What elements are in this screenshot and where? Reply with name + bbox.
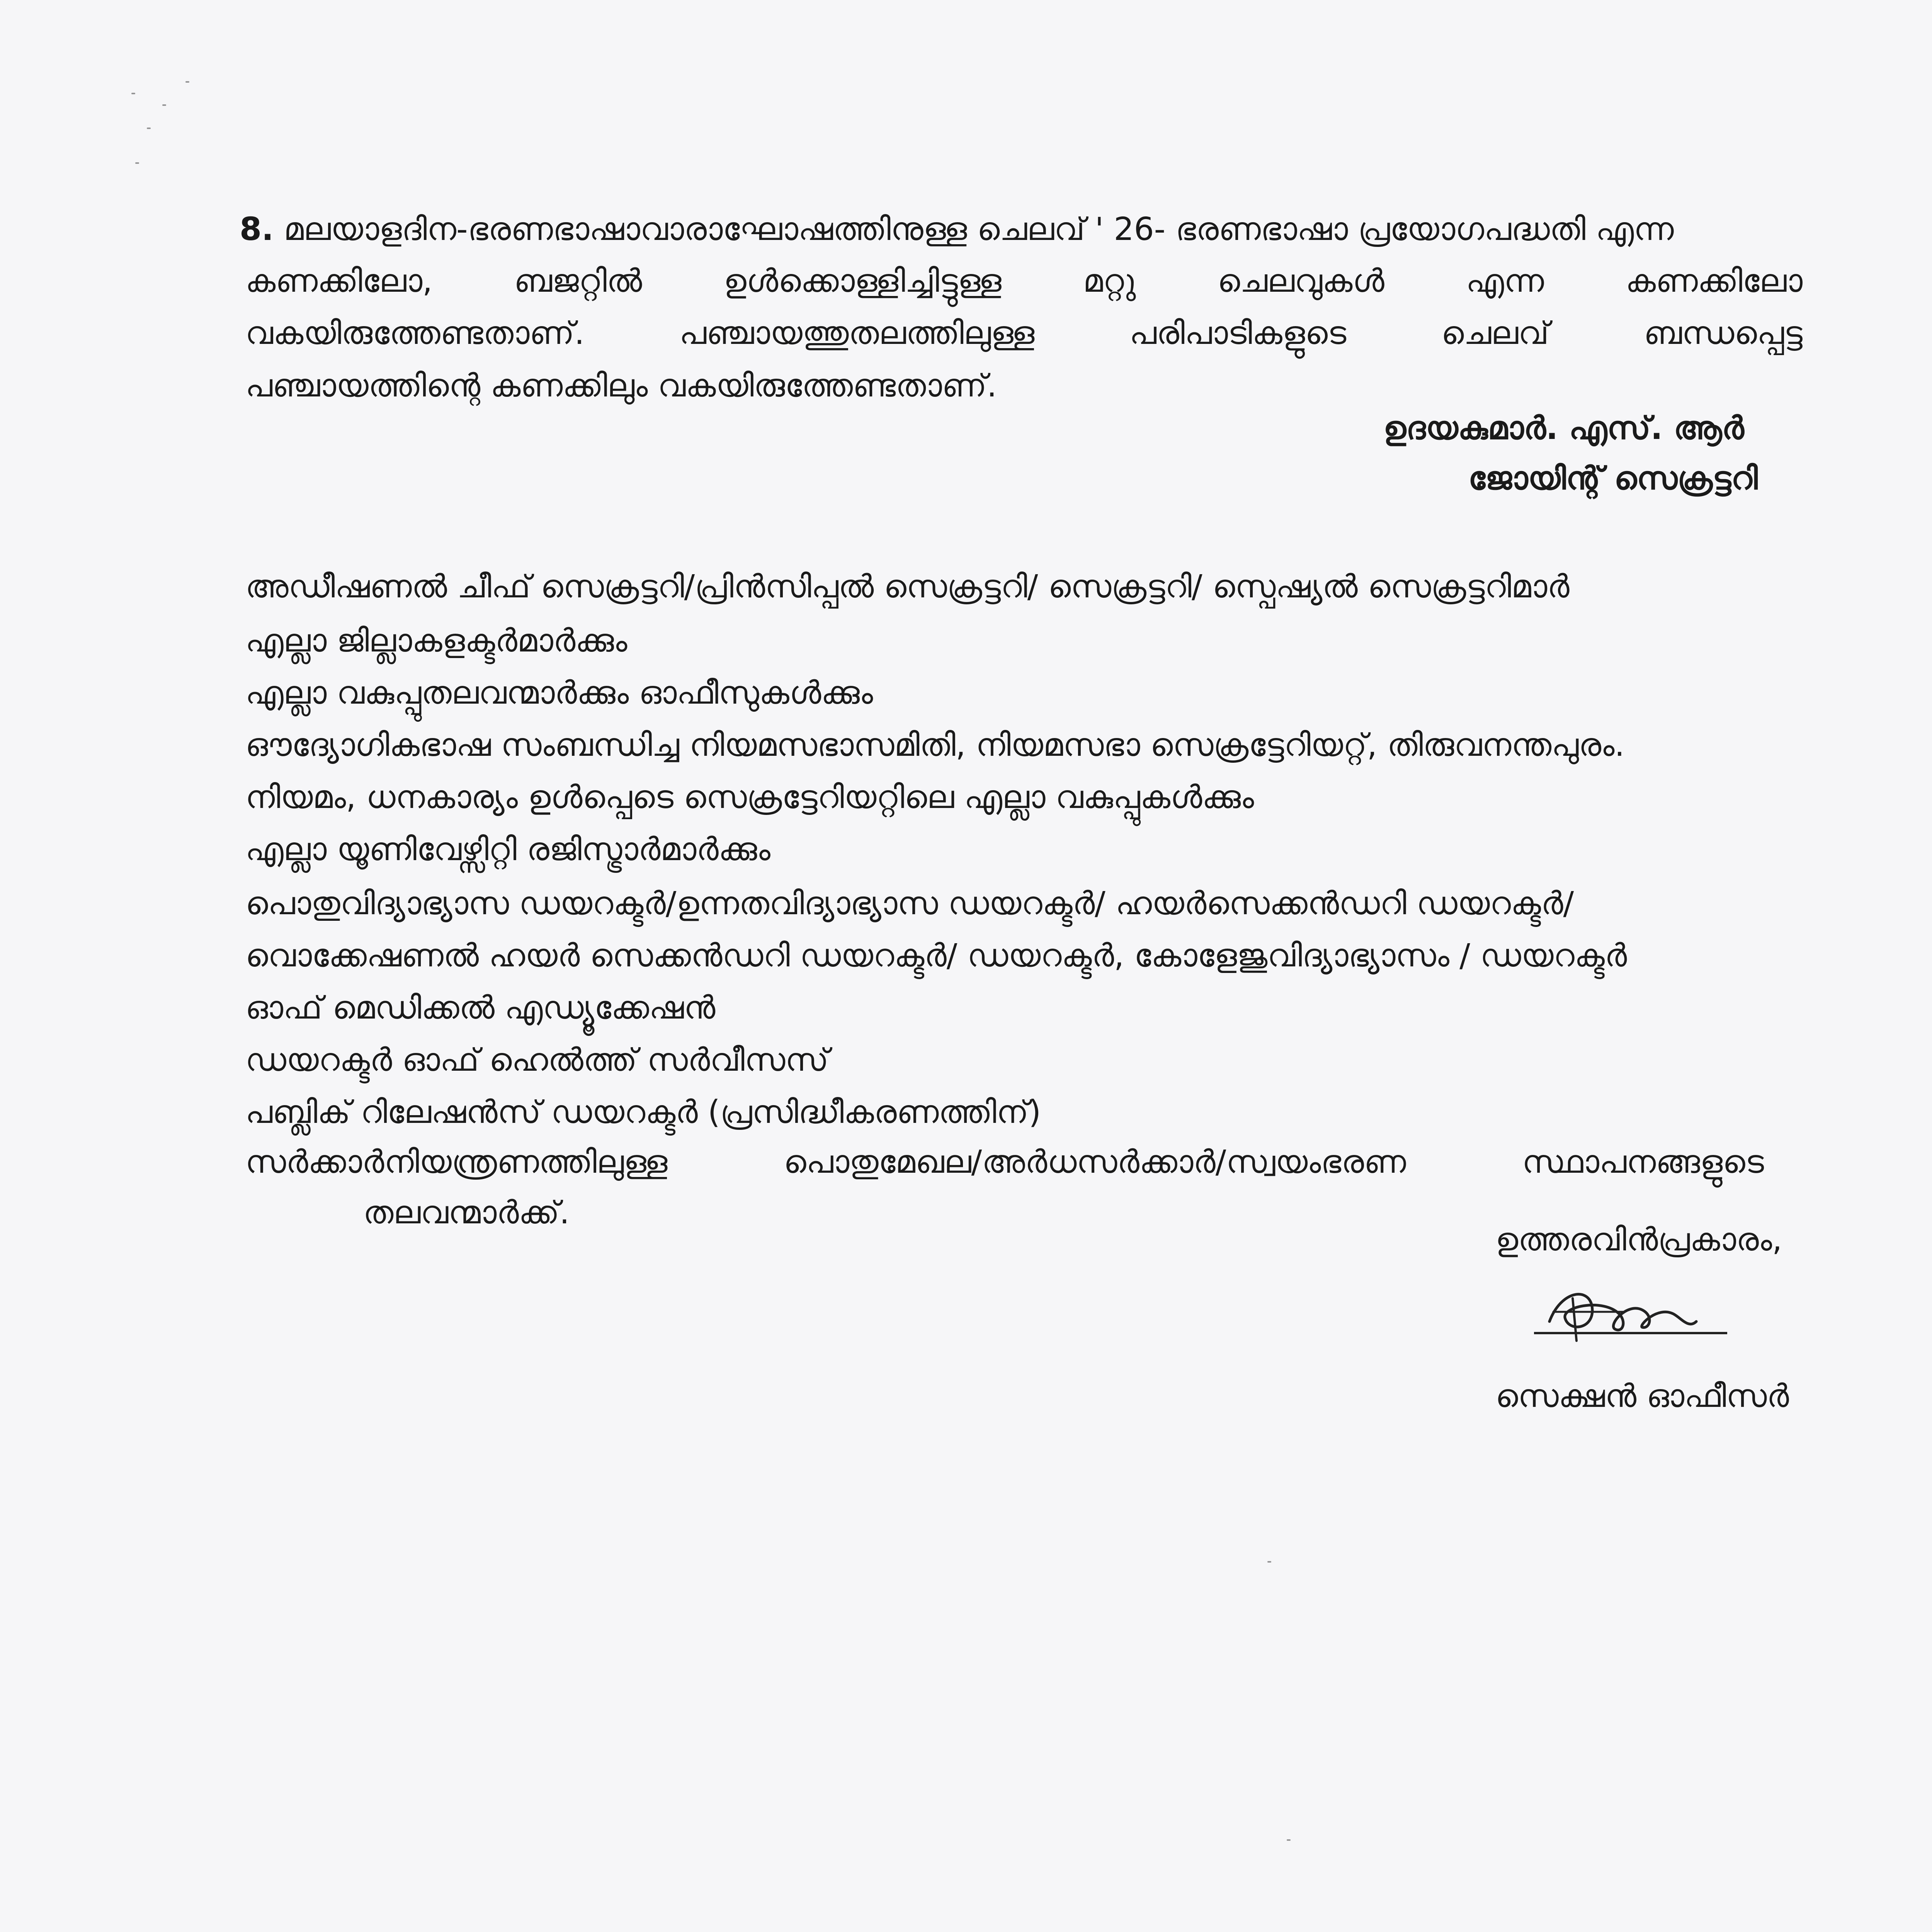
word: വകയിരുത്തേണ്ടതാണ്. [245,315,585,352]
signature-image [1526,1275,1743,1360]
section-officer: സെക്ഷൻ ഓഫീസർ [1495,1378,1789,1415]
word: പൊതുമേഖല/അർധസർക്കാർ/സ്വയംഭരണ [783,1144,1406,1180]
word: കണക്കിലോ [1625,263,1803,299]
recipient-line: ഓഫ് മെഡിക്കൽ എഡ്യൂക്കേഷൻ [245,990,716,1026]
word: ബജറ്റിൽ [514,263,642,299]
order-phrase: ഉത്തരവിൻപ്രകാരം, [1495,1221,1782,1258]
recipient-line: ഡയറക്ടർ ഓഫ് ഹെൽത്ത് സർവീസസ് [245,1042,829,1078]
signatory-designation: ജോയിന്റ് സെക്രട്ടറി [1468,460,1758,497]
recipient-line: എല്ലാ വകുപ്പുതലവന്മാർക്കും ഓഫീസുകൾക്കും [245,675,873,711]
recipient-line: പബ്ലിക് റിലേഷൻസ് ഡയറക്ടർ (പ്രസിദ്ധീകരണത്തിന്) [245,1094,1041,1131]
recipient-line: അഡീഷണൽ ചീഫ് സെക്രട്ടറി/പ്രിൻസിപ്പൽ സെക്രട്ടറി/ സെക്രട്ടറി/ സ്പെഷ്യൽ സെക്രട്ടറിമാർ [245,568,1570,605]
recipient-last-line [245,1144,1764,1181]
word: ബന്ധപ്പെട്ട [1644,315,1803,352]
word: പഞ്ചായത്തുതലത്തിലുള്ള [679,315,1035,352]
recipient-line: വൊക്കേഷണൽ ഹയർ സെക്കൻഡറി ഡയറക്ടർ/ ഡയറക്ടർ, കോളേജുവിദ്യാഭ്യാസം / ഡയറക്ടർ [245,937,1627,974]
word: ചെലവുകൾ [1217,263,1384,299]
word: മറ്റു [1083,263,1136,299]
paragraph-8-line-2 [245,263,1803,300]
word: പരിപാടികളുടെ [1129,315,1347,352]
word: എന്ന [1466,263,1544,299]
recipient-line: പൊതുവിദ്യാഭ്യാസ ഡയറക്ടർ/ഉന്നതവിദ്യാഭ്യാസ ഡയറക്ടർ/ ഹയർസെക്കൻഡറി ഡയറക്ടർ/ [245,885,1574,922]
recipient-last-line-continuation: തലവന്മാർക്ക്. [363,1194,570,1231]
paragraph-8-line-1: 8. മലയാളദിന-ഭരണഭാഷാവാരാഘോഷത്തിനുള്ള ചെലവ് ' 26- ഭരണഭാഷാ പ്രയോഗപദ്ധതി എന്ന [240,211,1674,248]
signatory-name: ഉദയകുമാർ. എസ്. ആർ [1383,410,1744,447]
recipient-line: നിയമം, ധനകാര്യം ഉൾപ്പെടെ സെക്രട്ടേറിയറ്റിലെ എല്ലാ വകുപ്പുകൾക്കും [245,779,1254,816]
word: കണക്കിലോ, [245,263,433,299]
word: ചെലവ് [1441,315,1549,352]
word: ഉൾക്കൊള്ളിച്ചിട്ടുള്ള [723,263,1002,299]
recipient-line: എല്ലാ യൂണിവേഴ്സിറ്റി രജിസ്ട്രാർമാർക്കും [245,831,770,868]
word: സ്ഥാപനങ്ങളുടെ [1522,1144,1764,1180]
word: സർക്കാർനിയന്ത്രണത്തിലുള്ള [245,1144,668,1180]
paragraph-8-line-4: പഞ്ചായത്തിന്റെ കണക്കിലും വകയിരുത്തേണ്ടതാണ്. [245,367,997,404]
paragraph-8-line-3 [245,315,1803,352]
recipient-line: എല്ലാ ജില്ലാകളക്ടർമാർക്കും [245,622,628,659]
paragraph-number: 8. [240,211,274,248]
recipient-line: ഔദ്യോഗികഭാഷ സംബന്ധിച്ച നിയമസഭാസമിതി, നിയമസഭാ സെക്രട്ടേറിയറ്റ്, തിരുവനന്തപുരം. [245,727,1625,764]
